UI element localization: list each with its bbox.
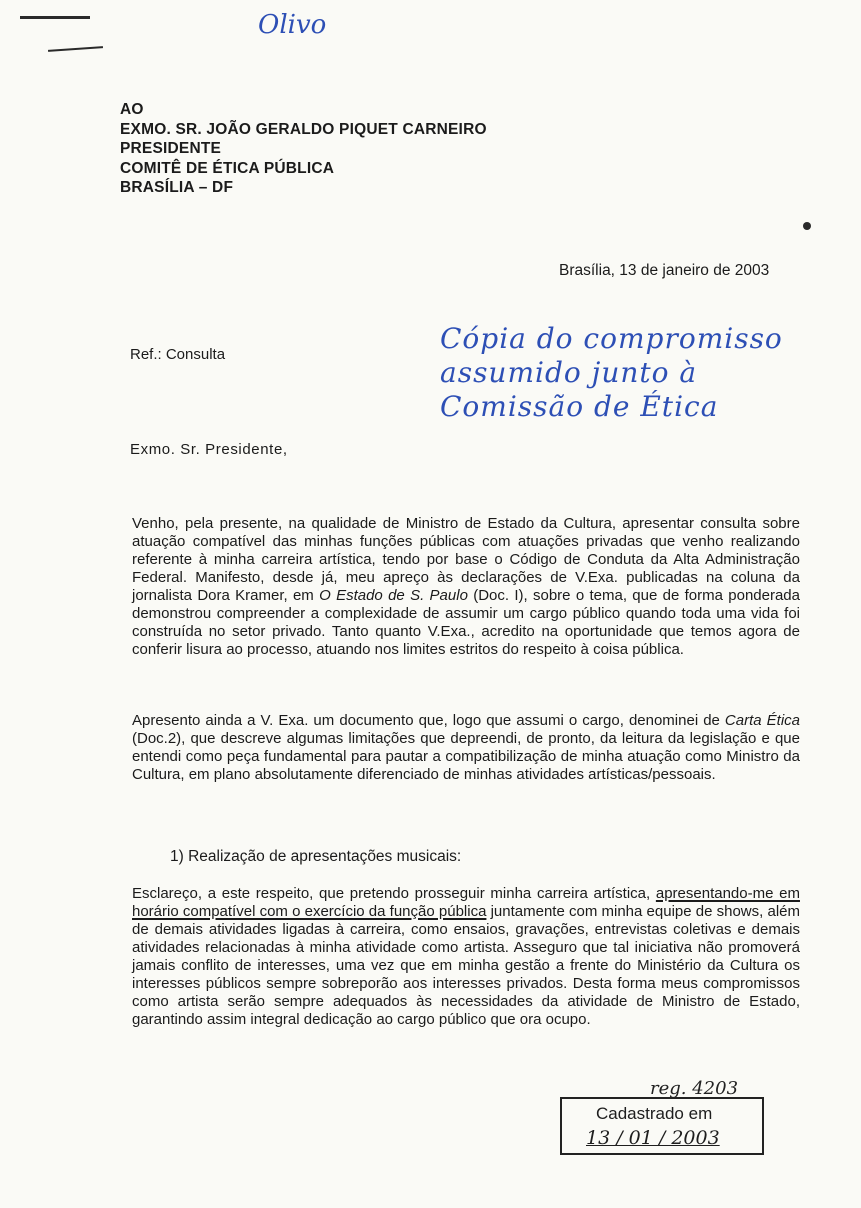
newspaper-title: O Estado de S. Paulo — [319, 587, 468, 604]
paragraph-ethics-letter — [132, 712, 800, 784]
address-line: AO — [120, 101, 144, 118]
stamp-title: Cadastrado em — [596, 1104, 713, 1123]
handwritten-initials: Olivo — [258, 10, 327, 40]
registration-number: reg. 4203 — [650, 1078, 739, 1099]
paragraph-text: juntamente com minha equipe de shows, além de demais atividades ligadas à carreira, como ensaios, gravações, entrevistas coletivas e demais atividades relacionadas à minha atividade como artista. Asseguro que tal iniciativa não promoverá jamais conflito de interesses, uma vez que em minha gestão a frente do Ministério da Cultura os interesses públicos sempre sobreporão aos interesses privados. Desta forma meus compromissos como artista serão sempre adequados às necessidades da atividade de Ministro de Estado, garantindo assim integral dedicação ao cargo público que ora ocupo. — [132, 903, 800, 1028]
address-line: BRASÍLIA – DF — [120, 179, 234, 196]
salutation: Exmo. Sr. Presidente, — [130, 441, 288, 458]
paragraph-performances — [132, 885, 800, 1029]
paragraph-consultation — [132, 515, 800, 659]
scan-mark — [803, 222, 811, 230]
paragraph-text: Esclareço, a este respeito, que pretendo prosseguir minha carreira artística, — [132, 885, 656, 902]
stamp-date: 13 / 01 / 2003 — [586, 1127, 720, 1149]
registration-stamp — [560, 1097, 764, 1155]
paragraph-text: (Doc. I), sobre o tema, que de forma ponderada demonstrou compreender a complexidade de assumir um cargo público quando toda uma vida foi construída no setor privado. Tanto quanto V.Exa., acredito na oportunidade que temos agora de conferir lisura ao processo, atuando nos limites estritos do respeito à coisa pública. — [132, 587, 800, 658]
address-line: PRESIDENTE — [120, 140, 222, 157]
paragraph-text: Venho, pela presente, na qualidade de Ministro de Estado da Cultura, apresentar consulta sobre atuação compatível das minhas funções públicas com atuações privadas que venho realizando referente à minha carreira artística, tendo por base o Código de Conduta da Alta Administração Federal. Manifesto, desde já, meu apreço às declarações de V.Exa. publicadas na coluna da jornalista Dora Kramer, em — [132, 515, 800, 604]
note-line: assumido junto à — [440, 356, 698, 389]
handwritten-note — [440, 322, 850, 424]
document-title: Carta Ética — [724, 712, 800, 729]
note-line: Comissão de Ética — [440, 390, 719, 423]
reference-line: Ref.: Consulta — [130, 346, 226, 363]
letter-date: Brasília, 13 de janeiro de 2003 — [559, 262, 770, 279]
section-heading: 1) Realização de apresentações musicais: — [170, 848, 462, 865]
paragraph-text: Apresento ainda a V. Exa. um documento que, logo que assumi o cargo, denominei de — [132, 712, 725, 729]
recipient-address — [120, 100, 487, 198]
paragraph-text: (Doc.2), que descreve algumas limitações que depreendi, de pronto, da leitura da legislação e que entendi como peça fundamental para pautar a compatibilização de minha atuação como Ministro da Cultura, em plano absolutamente diferenciado de minhas atividades artísticas/pessoais. — [132, 730, 800, 783]
note-line: Cópia do compromisso — [440, 322, 783, 355]
scan-mark — [20, 16, 90, 19]
address-line: COMITÊ DE ÉTICA PÚBLICA — [120, 159, 335, 177]
address-line: EXMO. SR. JOÃO GERALDO PIQUET CARNEIRO — [120, 120, 487, 138]
scan-mark — [48, 46, 103, 52]
underlined-phrase: apresentando-me em horário compatível com o exercício da função pública — [132, 885, 800, 920]
